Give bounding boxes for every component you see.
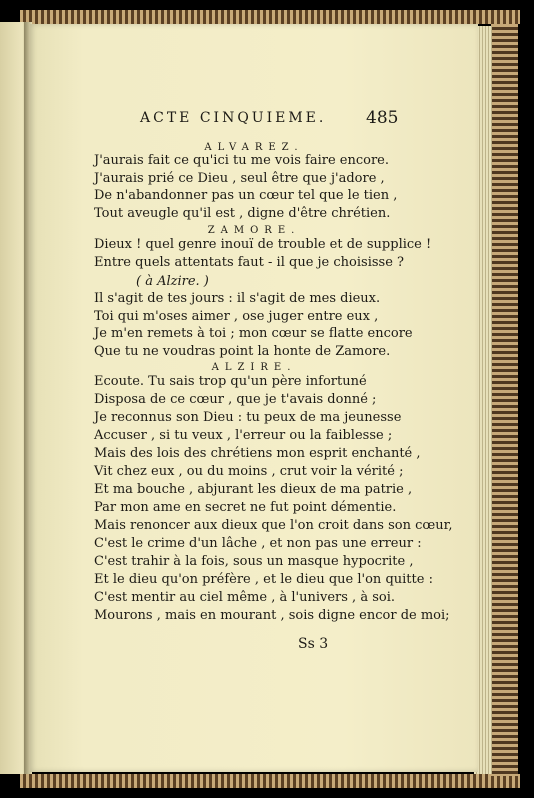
verse-line: J'aurais prié ce Dieu , seul être que j'adore ,: [94, 171, 385, 186]
verse-line: Je reconnus son Dieu : tu peux de ma jeunesse: [94, 410, 402, 425]
verse-line: Accuser , si tu veux , l'erreur ou la faiblesse ;: [94, 428, 393, 443]
verse-line: Mais renoncer aux dieux que l'on croit dans son cœur,: [94, 518, 453, 533]
verse-line: Par mon ame en secret ne fut point démentie.: [94, 500, 397, 515]
verse-line: Vit chez eux , ou du moins , crut voir la vérité ;: [94, 464, 404, 479]
verse-line: J'aurais fait ce qu'ici tu me vois faire encore.: [94, 153, 390, 168]
verse-line: Tout aveugle qu'il est , digne d'être chrétien.: [94, 206, 391, 221]
verse-line: Ecoute. Tu sais trop qu'un père infortuné: [94, 374, 367, 389]
verse-line: Je m'en remets à toi ; mon cœur se flatte encore: [94, 326, 413, 341]
verse-line: Disposa de ce cœur , que je t'avais donné ;: [94, 392, 377, 407]
verse-line: C'est trahir à la fois, sous un masque hypocrite ,: [94, 554, 414, 569]
verse-line: C'est mentir au ciel même , à l'univers , à soi.: [94, 590, 395, 605]
verse-line: Il s'agit de tes jours : il s'agit de mes dieux.: [94, 291, 381, 306]
verse-line: Et le dieu qu'on préfère , et le dieu que l'on quitte :: [94, 572, 433, 587]
verse-line: Dieux ! quel genre inouï de trouble et de supplice !: [94, 237, 432, 252]
speaker-name: ALZIRE.: [211, 362, 297, 373]
verse-line: Mais des lois des chrétiens mon esprit enchanté ,: [94, 446, 421, 461]
verse-line: Entre quels attentats faut - il que je choisisse ?: [94, 255, 404, 270]
stage-direction: ( à Alzire. ): [136, 274, 209, 289]
verse-line: Que tu ne voudras point la honte de Zamore.: [94, 344, 391, 359]
speaker-name: ALVAREZ.: [204, 142, 304, 153]
book-page: [30, 24, 478, 772]
running-title: ACTE CINQUIEME.: [140, 110, 327, 126]
verse-line: Mourons , mais en mourant , sois digne encor de moi;: [94, 608, 450, 623]
verse-line: De n'abandonner pas un cœur tel que le tien ,: [94, 188, 398, 203]
binding-edge-right: [491, 24, 518, 776]
binding-edge-bottom: [20, 774, 520, 788]
speaker-name: ZAMORE.: [207, 225, 301, 236]
verse-line: Et ma bouche , abjurant les dieux de ma patrie ,: [94, 482, 413, 497]
verse-line: C'est le crime d'un lâche , et non pas une erreur :: [94, 536, 422, 551]
signature-mark: Ss 3: [298, 636, 329, 652]
binding-edge-top: [20, 10, 520, 24]
page-number: 485: [366, 108, 399, 128]
verse-line: Toi qui m'oses aimer , ose juger entre eux ,: [94, 309, 379, 324]
